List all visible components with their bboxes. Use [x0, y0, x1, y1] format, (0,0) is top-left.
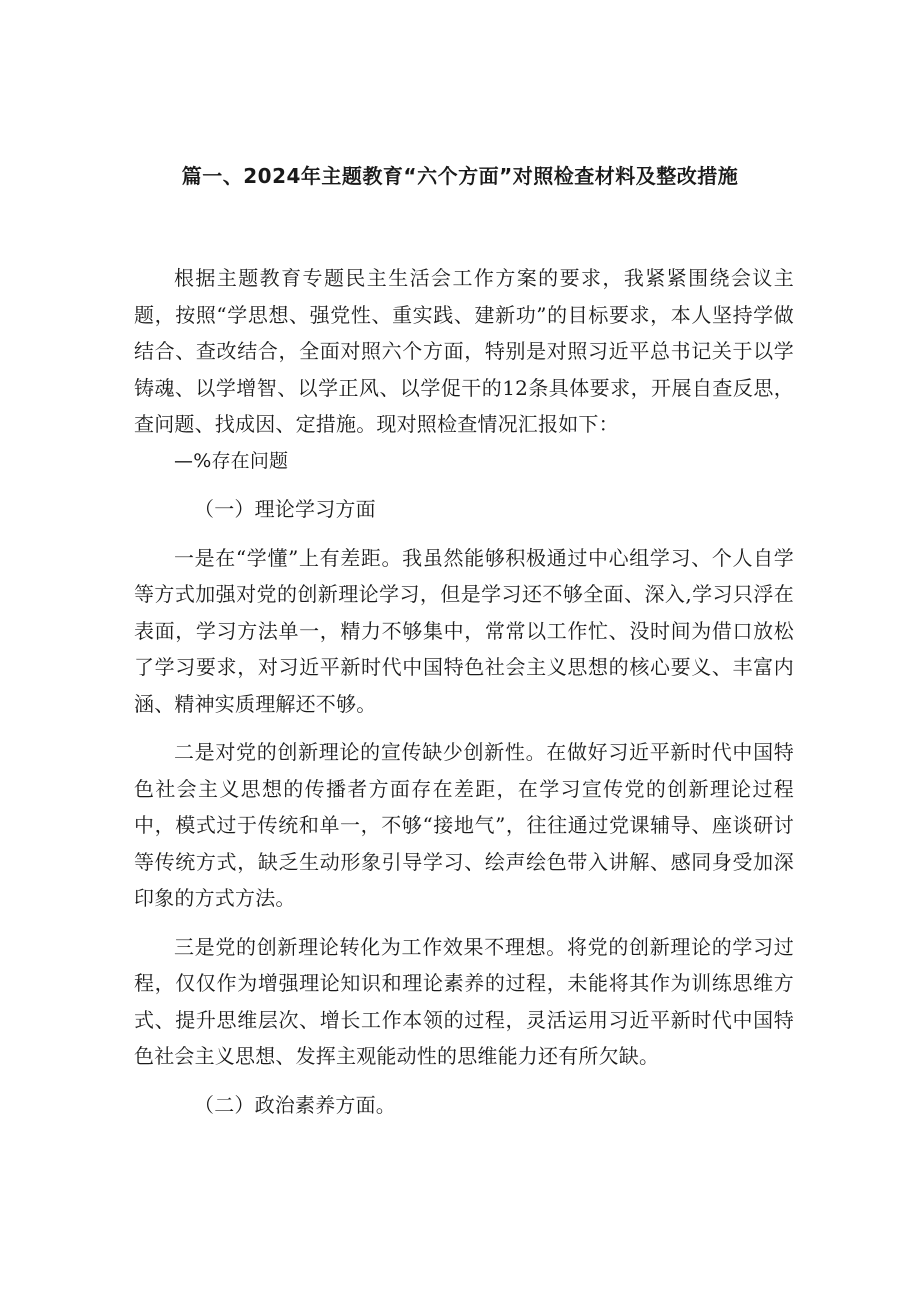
- paragraph-first-point: 一是在“学懂”上有差距。我虽然能够积极通过中心组学习、个人自学等方式加强对党的创新理论学习，但是学习还不够全面、深入,学习只浮在表面，学习方法单一，精力不够集中，常常以工作忙、没时间为借口放松了学习要求，对习近平新时代中国特色社会主义思想的核心要义、丰富内涵、精神实质理解还不够。: [134, 545, 794, 716]
- subheading-political-quality: （二）政治素养方面。: [194, 1092, 396, 1117]
- paragraph-second-point: 二是对党的创新理论的宣传缺少创新性。在做好习近平新时代中国特色社会主义思想的传播者方面存在差距，在学习宣传党的创新理论过程中，模式过于传统和单一，不够“接地气”，往往通过党课辅导、座谈研讨等传统方式，缺乏生动形象引导学习、绘声绘色带入讲解、感同身受加深印象的方式方法。: [134, 740, 794, 910]
- intro-paragraph: 根据主题教育专题民主生活会工作方案的要求，我紧紧围绕会议主题，按照“学思想、强党性、重实践、建新功”的目标要求，本人坚持学做结合、查改结合，全面对照六个方面，特别是对照习近平总书记关于以学铸魂、以学增智、以学正风、以学促干的12条具体要求，开展自查反思，查问题、找成因、定措施。现对照检查情况汇报如下：: [134, 266, 794, 436]
- subheading-theory-study: （一）理论学习方面: [194, 497, 376, 521]
- document-body: [134, 260, 794, 1123]
- paragraph-third-point: 三是党的创新理论转化为工作效果不理想。将党的创新理论的学习过程，仅仅作为增强理论知识和理论素养的过程，未能将其作为训练思维方式、提升思维层次、增长工作本领的过程，灵活运用习近平新时代中国特色社会主义思想、发挥主观能动性的思维能力还有所欠缺。: [134, 934, 794, 1068]
- section-heading-problems: —%存在问题: [174, 449, 289, 472]
- document-title: 篇一、2024年主题教育“六个方面”对照检查材料及整改措施: [181, 164, 739, 188]
